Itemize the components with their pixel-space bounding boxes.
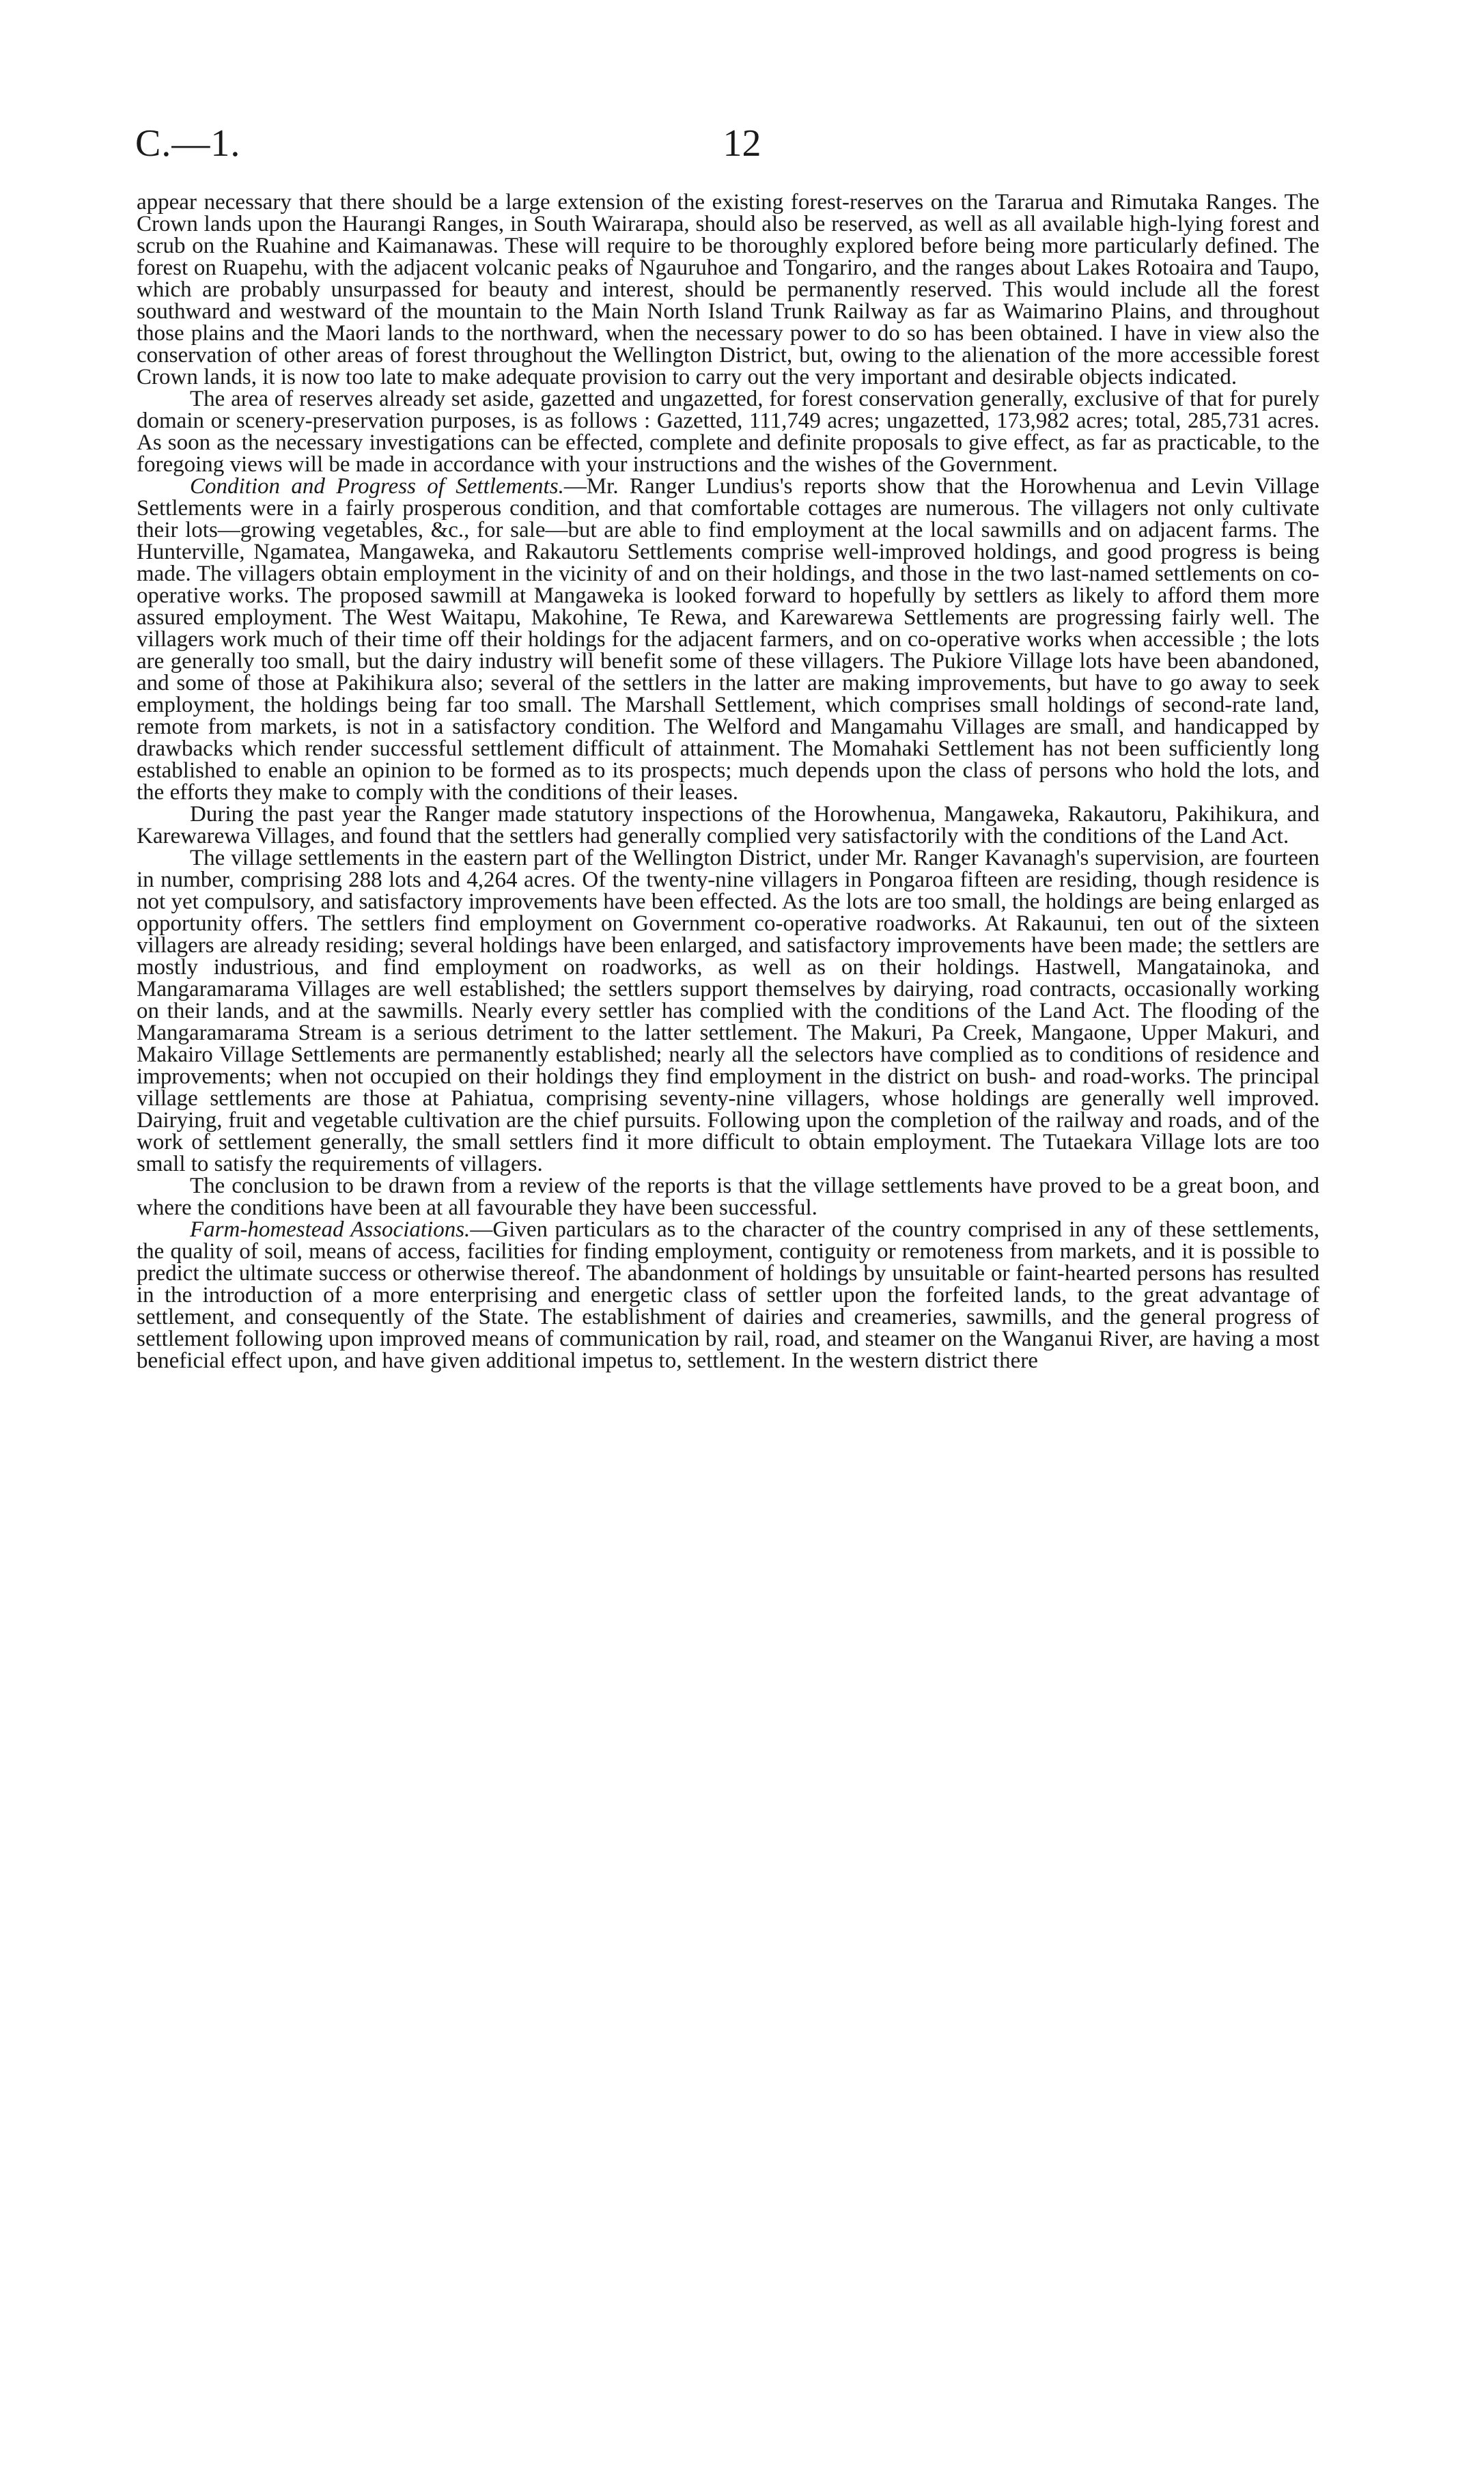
paragraph-inspections xyxy=(137,803,1319,847)
paragraph-text: The village settlements in the eastern part of the Wellington District, under Mr. Ranger Kavanagh's supervision, are fourteen in number, comprising 288 lots and 4,264 acres. Of the twenty-nine villagers in Pongaroa fifteen are residing, though residence is not yet compulsory, and satisfactory improvements have been effected. As the lots are too small, the holdings are being enlarged as opportunity offers. The settlers find employment on Government co-operative roadworks. At Rakaunui, ten out of the sixteen villagers are already residing; several holdings have been enlarged, and satisfactory improvements have been made; the settlers are mostly industrious, and find employment on roadworks, as well as on their holdings. Hastwell, Mangatainoka, and Mangaramarama Villages are well established; the settlers support themselves by dairying, road contracts, occasionally working on their lands, and at the sawmills. Nearly every settler has complied with the conditions of the Land Act. The flooding of the Mangaramarama Stream is a serious detriment to the latter settlement. The Makuri, Pa Creek, Mangaone, Upper Makuri, and Makairo Village Settlements are permanently established; nearly all the selectors have complied as to conditions of residence and improvements; when not occupied on their holdings they find employment in the district on bush- and road-works. The principal village settlements are those at Pahiatua, comprising seventy-nine villagers, whose holdings are generally well improved. Dairying, fruit and vegetable cultivation are the chief pursuits. Following upon the completion of the railway and roads, and of the work of settlement generally, the small settlers find it more difficult to obtain employment. The Tutaekara Village lots are too small to satisfy the requirements of villagers. xyxy=(137,846,1319,1176)
paragraph-text: —Given particulars as to the character of the country comprised in any of these settlements, the quality of soil, means of access, facilities for finding employment, contiguity or remoteness from markets, and it is possible to predict the ultimate success or otherwise thereof. The abandonment of holdings by unsuitable or faint-hearted persons has resulted in the introduction of a more enterprising and energetic class of settler upon the forfeited lands, to the great advantage of settlement, and consequently of the State. The establishment of dairies and creameries, sawmills, and the general progress of settlement following upon improved means of communication by rail, road, and steamer on the Wanganui River, are having a most beneficial effect upon, and have given additional impetus to, settlement. In the western district there xyxy=(137,1217,1319,1373)
paragraph-condition-settlements xyxy=(137,475,1319,803)
paragraph-reserve-areas xyxy=(137,388,1319,475)
paragraph-eastern-settlements xyxy=(137,847,1319,1175)
paragraph-farm-homestead xyxy=(137,1219,1319,1372)
document-reference: C.—1. xyxy=(135,122,241,165)
paragraph-text: The conclusion to be drawn from a review of the reports is that the village settlements have proved to be a great boon, and where the conditions have been at all favourable they have been successful. xyxy=(137,1174,1319,1220)
section-heading: Farm-homestead Associations. xyxy=(190,1217,471,1242)
paragraph-text: During the past year the Ranger made statutory inspections of the Horowhenua, Mangaweka, Rakautoru, Pakihikura, and Karewarewa Villages, and found that the settlers had generally complied very satisfactorily with the conditions of the Land Act. xyxy=(137,802,1319,848)
paragraph-forest-reserves xyxy=(137,191,1319,388)
paragraph-conclusion xyxy=(137,1175,1319,1219)
paragraph-text: —Mr. Ranger Lundius's reports show that the Horowhenua and Levin Village Settlements were in a fairly prosperous condition, and that comfortable cottages are numerous. The villagers not only cultivate their lots—growing vegetables, &c., for sale—but are able to find employment at the local sawmills and on adjacent farms. The Hunterville, Ngamatea, Mangaweka, and Rakautoru Settlements comprise well-improved holdings, and good progress is being made. The villagers obtain employment in the vicinity of and on their holdings, and those in the two last-named settlements on co-operative works. The proposed sawmill at Mangaweka is looked forward to hopefully by settlers as likely to afford them more assured employment. The West Waitapu, Makohine, Te Rewa, and Karewarewa Settlements are progressing fairly well. The villagers work much of their time off their holdings for the adjacent farmers, and on co-operative works when accessible ; the lots are generally too small, but the dairy industry will benefit some of these villagers. The Pukiore Village lots have been abandoned, and some of those at Pakihikura also; several of the settlers in the latter are making improvements, but have to go away to seek employment, the holdings being far too small. The Marshall Settlement, which comprises small holdings of second-rate land, remote from markets, is not in a satisfactory condition. The Welford and Mangamahu Villages are small, and handicapped by drawbacks which render successful settlement difficult of attainment. The Momahaki Settlement has not been sufficiently long established to enable an opinion to be formed as to its prospects; much depends upon the class of persons who hold the lots, and the efforts they make to comply with the conditions of their leases. xyxy=(137,474,1319,805)
section-heading: Condition and Progress of Settlements. xyxy=(190,474,564,499)
page-number: 12 xyxy=(723,122,761,165)
paragraph-text: appear necessary that there should be a large extension of the existing forest-reserves on the Tararua and Rimutaka Ranges. The Crown lands upon the Haurangi Ranges, in South Wairarapa, should also be reserved, as well as all available high-lying forest and scrub on the Ruahine and Kaimanawas. These will require to be thoroughly explored before being more particularly defined. The forest on Ruapehu, with the adjacent volcanic peaks of Ngauruhoe and Tongariro, and the ranges about Lakes Rotoaira and Taupo, which are probably unsurpassed for beauty and interest, should be permanently reserved. This would include all the forest southward and westward of the mountain to the Main North Island Trunk Railway as far as Waimarino Plains, and throughout those plains and the Maori lands to the northward, when the necessary power to do so has been obtained. I have in view also the conservation of other areas of forest throughout the Wellington District, but, owing to the alienation of the more accessible forest Crown lands, it is now too late to make adequate provision to carry out the very important and desirable objects indicated. xyxy=(137,190,1319,389)
paragraph-text: The area of reserves already set aside, gazetted and ungazetted, for forest conservation generally, exclusive of that for purely domain or scenery-preservation purposes, is as follows : Gazetted, 111,749 acres; ungazetted, 173,982 acres; total, 285,731 acres. As soon as the necessary investigations can be effected, complete and definite proposals to give effect, as far as practicable, to the foregoing views will be made in accordance with your instructions and the wishes of the Government. xyxy=(137,387,1319,477)
page-header xyxy=(0,122,1484,176)
report-body xyxy=(137,191,1319,1372)
